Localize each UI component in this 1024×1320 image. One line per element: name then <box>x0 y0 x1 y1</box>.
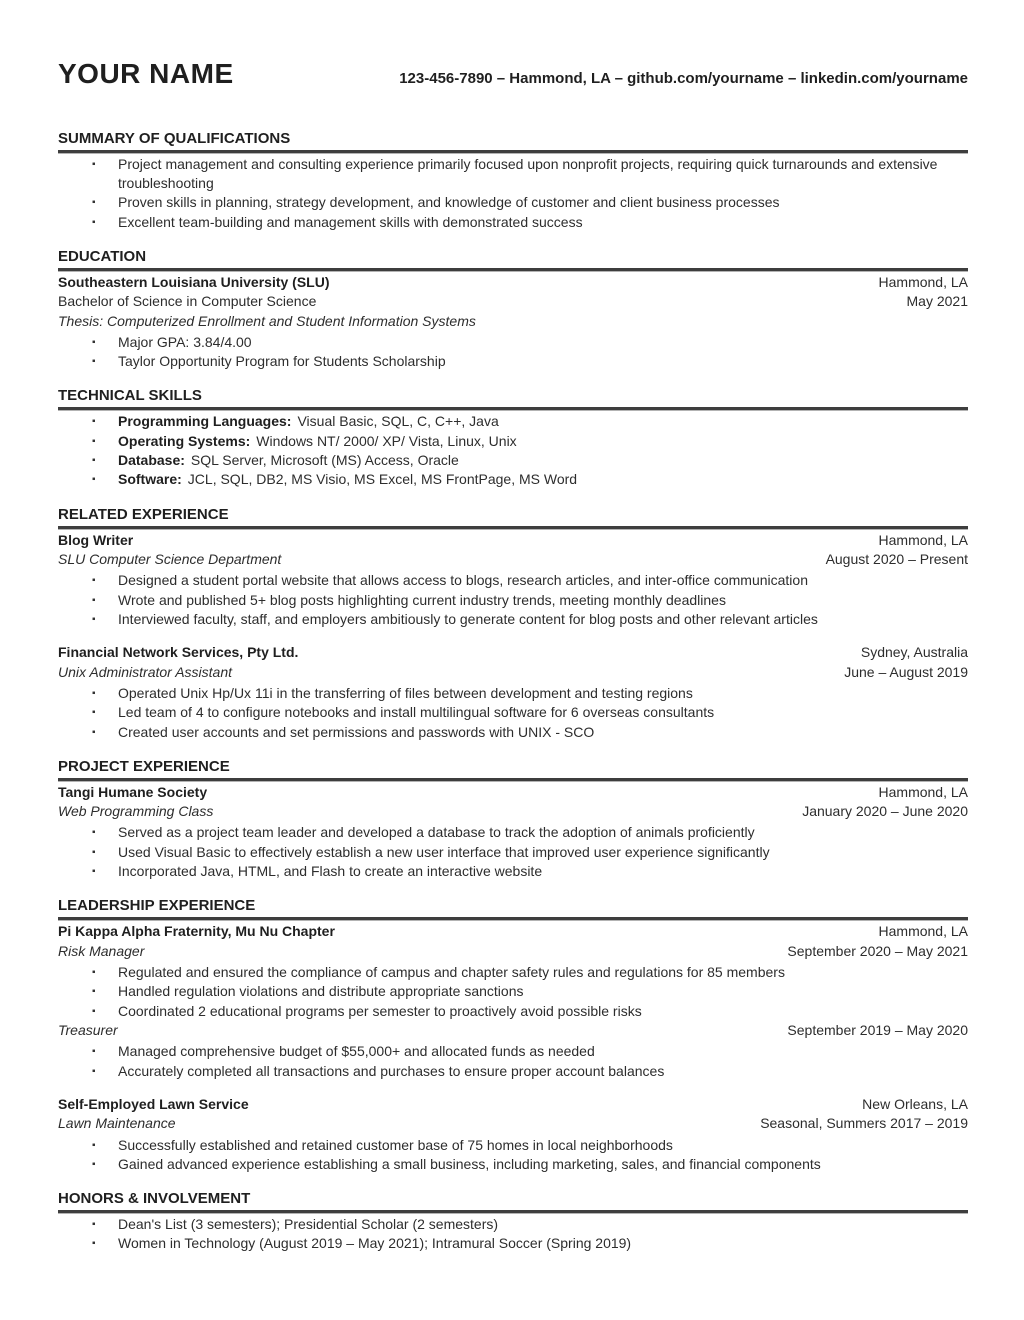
section-heading: HONORS & INVOLVEMENT <box>58 1190 968 1213</box>
bullet-item: ▪ Incorporated Java, HTML, and Flash to create an interactive website <box>92 862 968 881</box>
skill-value: Visual Basic, SQL, C, C++, Java <box>297 413 499 430</box>
education-entry <box>58 273 968 372</box>
experience-entry <box>58 643 968 742</box>
role-title: Risk Manager <box>58 942 145 959</box>
entry-location: New Orleans, LA <box>862 1095 968 1112</box>
bullet-item: ▪ Used Visual Basic to effectively establish a new user interface that improved user experience significantly <box>92 843 968 862</box>
entry-subheading: SLU Computer Science Department <box>58 551 282 567</box>
entry-heading: Financial Network Services, Pty Ltd. <box>58 644 299 661</box>
skill-value: SQL Server, Microsoft (MS) Access, Oracle <box>190 452 459 469</box>
skill-value: JCL, SQL, DB2, MS Visio, MS Excel, MS FrontPage, MS Word <box>187 471 578 488</box>
bullet-item: ▪ Excellent team-building and management skills with demonstrated success <box>92 213 968 232</box>
entry-location: Sydney, Australia <box>860 644 968 661</box>
entry-location: Hammond, LA <box>878 923 968 940</box>
skill-item <box>92 432 968 451</box>
entry-heading: Southeastern Louisiana University (SLU) <box>58 273 330 290</box>
bullet-list <box>58 963 968 1021</box>
bullet-item: ▪ Successfully established and retained customer base of 75 homes in local neighborhoods <box>92 1136 968 1155</box>
bullet-list <box>58 155 968 232</box>
bullet-item: ▪ Accurately completed all transactions and purchases to ensure proper account balances <box>92 1062 968 1081</box>
section-heading: LEADERSHIP EXPERIENCE <box>58 897 968 920</box>
entry-subheading: Lawn Maintenance <box>58 1115 176 1132</box>
section-education <box>58 248 968 372</box>
entry-subheading: Web Programming Class <box>58 803 214 820</box>
section-heading: PROJECT EXPERIENCE <box>58 758 968 781</box>
bullet-list <box>58 684 968 742</box>
bullet-item: ▪ Operated Unix Hp/Ux 11i in the transferring of files between development and testing regions <box>92 684 968 703</box>
section-heading: SUMMARY OF QUALIFICATIONS <box>58 130 968 153</box>
bullet-item: ▪ Handled regulation violations and distribute appropriate sanctions <box>92 982 968 1001</box>
experience-entry <box>58 922 968 1081</box>
bullet-item: ▪ Led team of 4 to configure notebooks and install multilingual software for 6 overseas consultants <box>92 703 968 722</box>
entry-heading: Tangi Humane Society <box>58 783 208 800</box>
experience-entry <box>58 783 968 882</box>
role-date: September 2019 – May 2020 <box>787 1021 968 1038</box>
bullet-list <box>58 1042 968 1081</box>
bullet-list <box>58 571 968 629</box>
entry-date: May 2021 <box>906 293 968 310</box>
bullet-item: ▪ Created user accounts and set permissions and passwords with UNIX - SCO <box>92 723 968 742</box>
section-heading: TECHNICAL SKILLS <box>58 387 968 410</box>
skill-value: Windows NT/ 2000/ XP/ Vista, Linux, Unix <box>256 432 517 449</box>
entry-heading: Pi Kappa Alpha Fraternity, Mu Nu Chapter <box>58 923 335 940</box>
bullet-list <box>58 333 968 372</box>
section-heading: RELATED EXPERIENCE <box>58 506 968 529</box>
bullet-item: ▪ Taylor Opportunity Program for Students Scholarship <box>92 352 968 371</box>
entry-date: August 2020 – Present <box>825 551 968 567</box>
bullet-item: ▪ Gained advanced experience establishing a small business, including marketing, sales, and financial components <box>92 1155 968 1174</box>
entry-degree: Bachelor of Science in Computer Science <box>58 293 317 310</box>
bullet-item: ▪ Wrote and published 5+ blog posts highlighting current industry trends, meeting monthly deadlines <box>92 591 968 610</box>
bullet-item: ▪ Regulated and ensured the compliance of campus and chapter safety rules and regulations for 85 members <box>92 963 968 982</box>
bullet-item: ▪ Dean's List (3 semesters); Presidential Scholar (2 semesters) <box>92 1215 968 1234</box>
bullet-item: ▪ Designed a student portal website that allows access to blogs, research articles, and inter-office communication <box>92 571 968 590</box>
entry-date: Seasonal, Summers 2017 – 2019 <box>760 1115 968 1132</box>
entry-location: Hammond, LA <box>878 273 968 290</box>
section-related-experience <box>58 506 968 742</box>
entry-date: June – August 2019 <box>844 663 968 680</box>
bullet-item: ▪ Major GPA: 3.84/4.00 <box>92 333 968 352</box>
skill-label: Programming Languages: <box>118 413 292 430</box>
entry-heading: Blog Writer <box>58 531 134 548</box>
experience-entry <box>58 531 968 630</box>
bullet-item: ▪ Served as a project team leader and developed a database to track the adoption of animals proficiently <box>92 823 968 842</box>
bullet-list <box>58 1215 968 1254</box>
entry-heading: Self-Employed Lawn Service <box>58 1095 249 1112</box>
entry-subheading: Unix Administrator Assistant <box>58 663 233 680</box>
entry-location: Hammond, LA <box>878 783 968 800</box>
role-title: Treasurer <box>58 1021 118 1038</box>
name-title: YOUR NAME <box>58 58 234 89</box>
bullet-item: ▪ Interviewed faculty, staff, and employers ambitiously to generate content for blog posts and other relevant articles <box>92 610 968 629</box>
entry-location: Hammond, LA <box>878 531 968 548</box>
role-date: September 2020 – May 2021 <box>787 942 968 959</box>
entry-thesis: Thesis: Computerized Enrollment and Student Information Systems <box>58 312 476 329</box>
skill-label: Database: <box>118 452 185 469</box>
skill-item <box>92 451 968 470</box>
resume-header <box>58 55 968 94</box>
section-project-experience <box>58 758 968 882</box>
bullet-list <box>58 1136 968 1175</box>
bullet-item: ▪ Managed comprehensive budget of $55,000+ and allocated funds as needed <box>92 1042 968 1061</box>
contact-line: 123-456-7890 – Hammond, LA – github.com/yourname – linkedin.com/yourname <box>399 70 968 87</box>
section-heading: EDUCATION <box>58 248 968 271</box>
section-summary <box>58 130 968 232</box>
section-honors <box>58 1190 968 1254</box>
section-leadership-experience <box>58 897 968 1174</box>
bullet-item: ▪ Project management and consulting experience primarily focused upon nonprofit projects, requiring quick turnarounds and extensive troubleshooting <box>92 155 968 194</box>
entry-date: January 2020 – June 2020 <box>802 803 968 820</box>
bullet-list <box>58 412 968 489</box>
skill-item <box>92 470 968 489</box>
skill-item <box>92 412 968 431</box>
section-technical-skills <box>58 387 968 489</box>
bullet-item: ▪ Proven skills in planning, strategy development, and knowledge of customer and client business processes <box>92 193 968 212</box>
skill-label: Software: <box>118 471 182 488</box>
bullet-item: ▪ Coordinated 2 educational programs per semester to proactively avoid possible risks <box>92 1002 968 1021</box>
bullet-list <box>58 823 968 881</box>
experience-entry <box>58 1095 968 1174</box>
bullet-item: ▪ Women in Technology (August 2019 – May 2021); Intramural Soccer (Spring 2019) <box>92 1234 968 1253</box>
skill-label: Operating Systems: <box>118 432 251 449</box>
